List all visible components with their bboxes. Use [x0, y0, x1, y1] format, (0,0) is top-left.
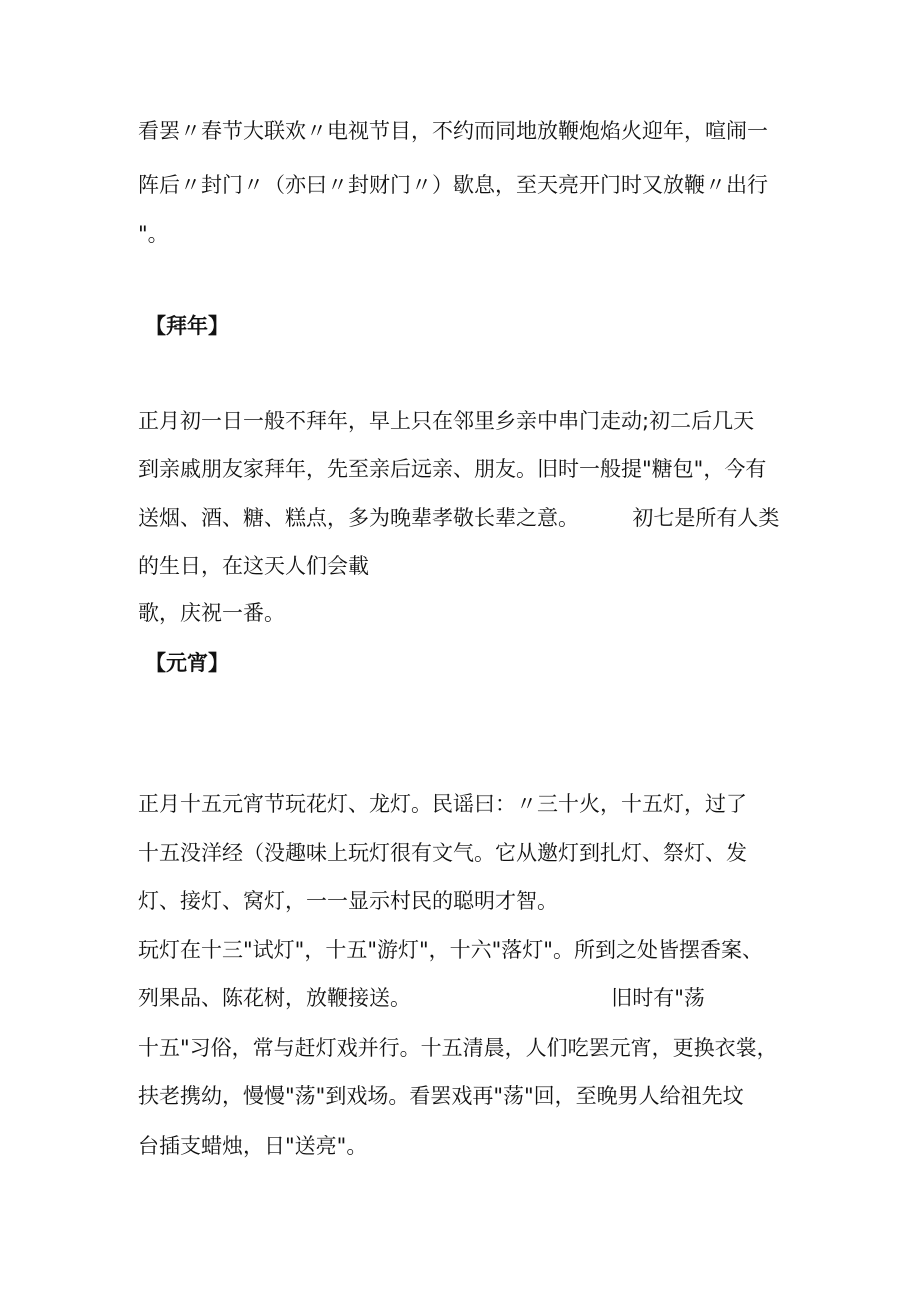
text-line: 歌，庆祝一番。 [138, 601, 285, 625]
section-heading-bainian: 【拜年】 [145, 314, 229, 338]
text-line: 玩灯在十三"试灯"，十五"游灯"，十六"落灯"。所到之处皆摆香案、 [138, 938, 763, 962]
text-line: 台插支蜡烛，日"送亮"。 [138, 1134, 368, 1158]
text-line: 灯、接灯、窝灯，一一显示村民的聪明才智。 [138, 889, 558, 913]
text-line: 的生日，在这天人们会載 [138, 554, 369, 578]
text-line: 列果品、陈花树，放鞭接送。 旧时有"荡 [138, 986, 705, 1010]
text-line: 阵后〃封门〃（亦曰〃封财门〃）歇息，至天亮开门时又放鞭〃出行 [138, 173, 768, 197]
text-line: 送烟、酒、糖、糕点，多为晚辈孝敬长辈之意。 初七是所有人类 [138, 506, 780, 530]
text-line: 正月十五元宵节玩花灯、龙灯。民谣曰：〃三十火，十五灯，过了 [138, 792, 747, 816]
text-line: 扶老携幼，慢慢"荡"到戏场。看罢戏再"荡"回，至晚男人给祖先坟 [138, 1084, 744, 1108]
section-heading-yuanxiao: 【元宵】 [145, 651, 229, 675]
text-line: 看罢〃春节大联欢〃电视节目，不约而同地放鞭炮焰火迎年，喧闹一 [138, 119, 768, 143]
text-line: 到亲戚朋友家拜年，先至亲后远亲、朋友。旧时一般提"糖包"，今有 [138, 457, 767, 481]
text-line: 正月初一日一般不拜年，早上只在邻里乡亲中串门走动;初二后几天 [138, 409, 755, 433]
text-line: 十五"习俗，常与赶灯戏并行。十五清晨，人们吃罢元宵，更换衣裳， [138, 1036, 778, 1060]
text-line: 十五没洋经（没趣味上玩灯很有文气。它从邀灯到扎灯、祭灯、发 [138, 841, 747, 865]
text-line: "。 [138, 222, 169, 246]
